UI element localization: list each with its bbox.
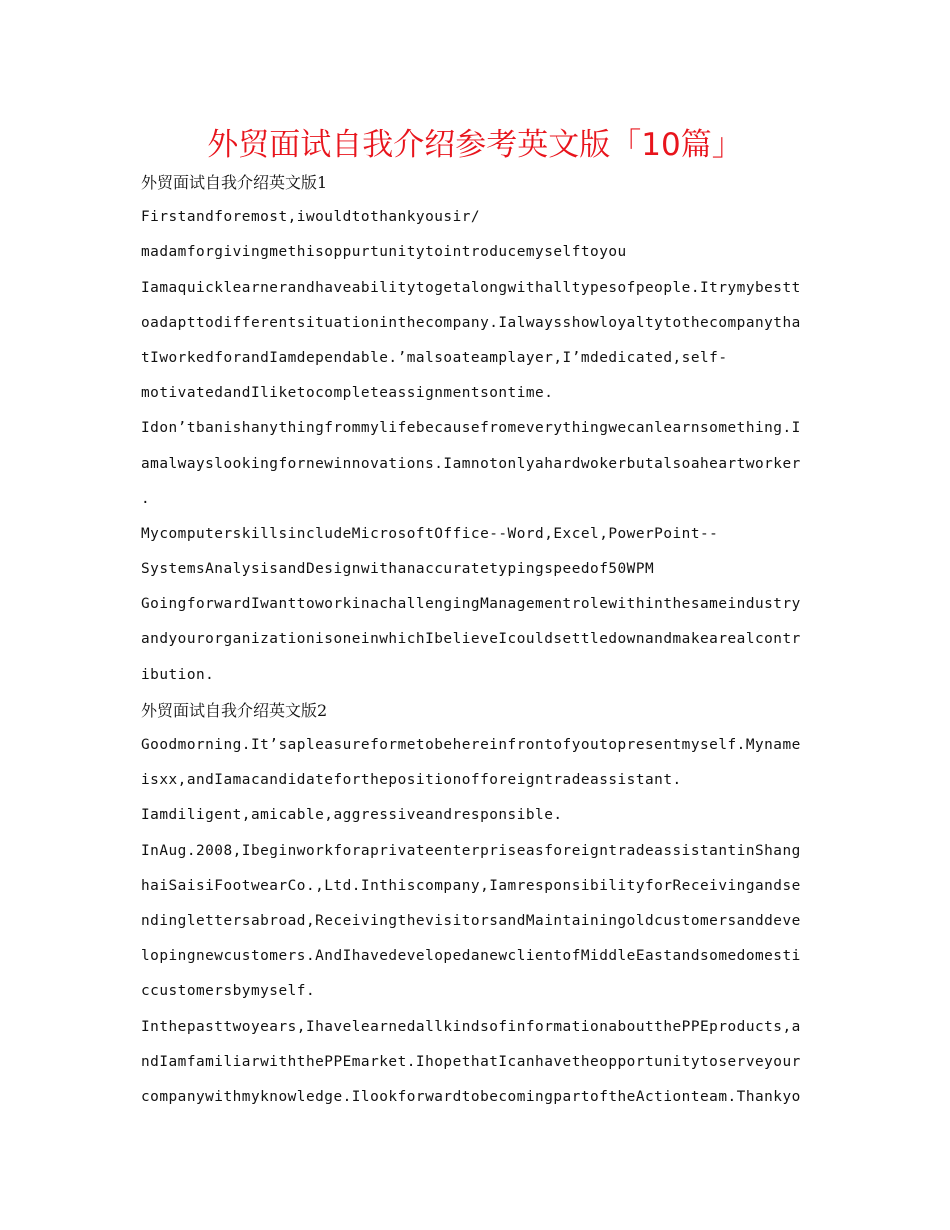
text-line: SystemsAnalysisandDesignwithanaccuratetypingspeedof50WPM [141,561,655,578]
text-line: . [141,490,151,507]
text-line: isxx,andIamacandidateforthepositionofforeigntradeassistant. [141,772,682,789]
text-line: oadapttodifferentsituationinthecompany.Ialwaysshowloyaltytothecompanytha [141,314,801,331]
text-line: ndinglettersabroad,ReceivingthevisitorsandMaintainingoldcustomersanddeve [141,912,801,929]
text-line: Inthepasttwoyears,IhavelearnedallkindsofinformationaboutthePPEproducts,a [141,1018,801,1035]
text-line: madamforgivingmethisoppurtunitytointroducemyselftoyou [141,244,627,261]
section-heading: 外贸面试自我介绍英文版2 [141,700,328,720]
text-line: tIworkedforandIamdependable.’malsoateamplayer,I’mdedicated,self- [141,349,728,366]
text-line: companywithmyknowledge.IlookforwardtobecomingpartoftheActionteam.Thankyo [141,1088,801,1105]
section-heading: 外贸面试自我介绍英文版1 [141,173,328,192]
text-line: Firstandforemost,iwouldtothankyousir/ [141,209,481,226]
text-line: andyourorganizationisoneinwhichIbelieveIcouldsettledownandmakearealcontr [141,631,801,648]
text-line: Iamaquicklearnerandhaveabilitytogetalongwithalltypesofpeople.Itrymybestt [141,279,801,296]
text-line: ndIamfamiliarwiththePPEmarket.IhopethatIcanhavetheopportunitytoserveyour [141,1053,801,1070]
document-title: 外贸面试自我介绍参考英文版「10篇」 [207,127,743,163]
text-line: Iamdiligent,amicable,aggressiveandresponsible. [141,807,563,824]
text-line: Goodmorning.It’sapleasureformetobehereinfrontofyoutopresentmyself.Myname [141,737,801,753]
text-line: motivatedandIliketocompleteassignmentsontime. [141,385,554,402]
text-line: MycomputerskillsincludeMicrosoftOffice--Word,Excel,PowerPoint-- [141,525,719,542]
text-line: haiSaisiFootwearCo.,Ltd.Inthiscompany,IamresponsibilityforReceivingandse [141,877,801,894]
document-body [141,165,813,1115]
text-line: lopingnewcustomers.AndIhavedevelopedanewclientofMiddleEastandsomedomesti [141,948,801,965]
text-line: ccustomersbymyself. [141,983,316,1000]
text-line: ibution. [141,666,215,683]
text-line: Idon’tbanishanythingfrommylifebecausefromeverythingwecanlearnsomething.I [141,420,801,437]
text-line: amalwayslookingfornewinnovations.Iamnotonlyahardwokerbutalsoaheartworker [141,455,801,472]
text-line: GoingforwardIwanttoworkinachallengingManagementrolewithinthesameindustry [141,596,801,613]
text-line: InAug.2008,IbeginworkforaprivateenterpriseasforeigntradeassistantinShang [141,842,801,859]
